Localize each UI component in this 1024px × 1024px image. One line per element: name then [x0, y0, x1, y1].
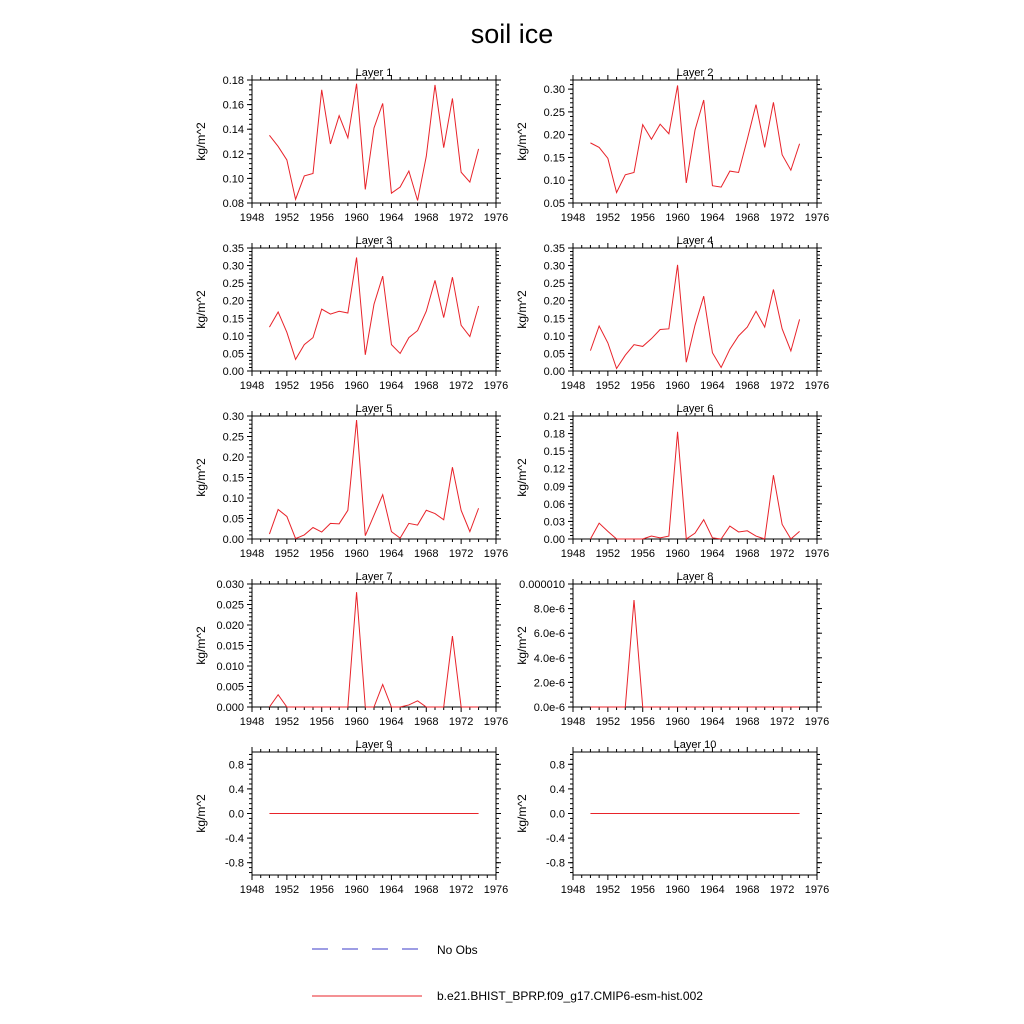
y-tick-label: 0.0: [549, 808, 565, 821]
y-tick-label: 0.000: [216, 702, 244, 714]
y-tick-label: 0.8: [549, 759, 565, 772]
x-tick-label: 1960: [665, 380, 690, 392]
y-tick-label: 0.05: [543, 198, 565, 210]
y-tick-label: 0.000010: [519, 579, 565, 591]
y-tick-label: 0.00: [222, 366, 244, 378]
x-tick-label: 1960: [344, 716, 369, 728]
series-line: [590, 265, 799, 369]
x-tick-label: 1952: [274, 380, 300, 392]
x-tick-label: 1968: [414, 716, 439, 728]
y-tick-label: 0.03: [543, 516, 565, 529]
x-tick-label: 1972: [448, 716, 474, 728]
y-tick-label: 0.20: [543, 129, 565, 142]
x-tick-label: 1948: [239, 212, 265, 224]
y-tick-label: -0.8: [546, 857, 565, 870]
series-line: [269, 257, 478, 359]
x-tick-label: 1948: [560, 212, 586, 224]
x-tick-label: 1956: [630, 716, 655, 728]
legend: [312, 943, 703, 1003]
y-axis-label: kg/m^2: [194, 794, 208, 833]
legend-label-model: b.e21.BHIST_BPRP.f09_g17.CMIP6-esm-hist.002: [437, 989, 703, 1003]
x-tick-label: 1956: [309, 212, 334, 224]
x-tick-label: 1976: [483, 716, 509, 728]
x-tick-label: 1972: [769, 212, 795, 224]
x-tick-label: 1956: [309, 380, 334, 392]
x-tick-label: 1964: [379, 380, 404, 392]
x-tick-label: 1964: [700, 212, 725, 224]
y-axis-label: kg/m^2: [194, 122, 208, 161]
series-line: [269, 84, 478, 201]
x-tick-label: 1960: [344, 212, 369, 224]
x-tick-label: 1976: [804, 716, 830, 728]
x-tick-label: 1968: [735, 380, 760, 392]
y-tick-label: 0.20: [222, 452, 244, 464]
y-tick-label: 0.025: [216, 599, 244, 612]
x-tick-label: 1964: [379, 884, 404, 896]
x-tick-label: 1972: [769, 716, 795, 728]
x-tick-label: 1964: [379, 716, 404, 728]
x-tick-label: 1976: [804, 548, 830, 560]
plot-frame: [252, 584, 496, 707]
panel-title: Layer 10: [673, 739, 717, 751]
x-tick-label: 1972: [769, 548, 795, 560]
y-tick-label: -0.4: [225, 833, 244, 846]
x-tick-label: 1960: [665, 548, 690, 560]
y-tick-label: 0.020: [216, 620, 244, 632]
panel-title: Layer 1: [355, 67, 393, 79]
x-tick-label: 1952: [274, 212, 300, 224]
panel-layer-5: [194, 403, 508, 560]
x-tick-label: 1972: [448, 212, 474, 224]
x-tick-label: 1972: [448, 884, 474, 896]
x-tick-label: 1948: [239, 380, 265, 392]
legend-label-no-obs: No Obs: [437, 943, 478, 957]
y-tick-label: 0.10: [222, 330, 244, 343]
y-tick-label: 0.30: [543, 260, 565, 273]
panel-layer-7: [194, 571, 508, 728]
y-tick-label: 0.18: [543, 428, 565, 441]
y-tick-label: 0.0: [228, 808, 244, 821]
x-tick-label: 1948: [560, 380, 586, 392]
y-tick-label: 0.09: [543, 481, 565, 494]
x-tick-label: 1968: [414, 212, 439, 224]
y-axis-label: kg/m^2: [515, 458, 529, 497]
x-tick-label: 1964: [700, 884, 725, 896]
x-tick-label: 1964: [700, 380, 725, 392]
y-axis-label: kg/m^2: [515, 290, 529, 329]
x-tick-label: 1960: [665, 884, 690, 896]
y-axis-label: kg/m^2: [515, 626, 529, 665]
x-tick-label: 1948: [239, 716, 265, 728]
x-tick-label: 1976: [483, 212, 509, 224]
x-tick-label: 1968: [735, 548, 760, 560]
y-tick-label: 0.015: [216, 640, 244, 653]
y-tick-label: 0.05: [543, 348, 565, 361]
plot-frame: [252, 80, 496, 203]
y-tick-label: 0.10: [543, 330, 565, 343]
x-tick-label: 1948: [560, 716, 586, 728]
y-tick-label: -0.4: [546, 833, 565, 846]
y-tick-label: 0.25: [543, 278, 565, 291]
y-tick-label: 0.30: [222, 411, 244, 423]
plot-frame: [252, 248, 496, 371]
x-tick-label: 1972: [448, 380, 474, 392]
x-tick-label: 1956: [630, 380, 655, 392]
x-tick-label: 1964: [700, 548, 725, 560]
y-tick-label: 0.00: [543, 534, 565, 546]
y-tick-label: 0.15: [543, 313, 565, 326]
y-tick-label: 0.20: [543, 295, 565, 308]
x-tick-label: 1952: [595, 716, 621, 728]
x-tick-label: 1976: [483, 380, 509, 392]
y-axis-label: kg/m^2: [194, 458, 208, 497]
panel-title: Layer 4: [676, 235, 714, 247]
y-tick-label: -0.8: [225, 857, 244, 870]
x-tick-label: 1952: [274, 548, 300, 560]
y-tick-label: 0.14: [222, 124, 244, 137]
y-tick-label: 0.30: [543, 84, 565, 97]
x-tick-label: 1948: [239, 884, 265, 896]
panel-layer-3: [194, 235, 508, 392]
panel-layer-4: [515, 235, 829, 392]
plot-frame: [573, 248, 817, 371]
x-tick-label: 1972: [448, 548, 474, 560]
x-tick-label: 1968: [414, 548, 439, 560]
y-tick-label: 2.0e-6: [533, 677, 565, 690]
panel-layer-1: [194, 67, 508, 224]
figure-title: soil ice: [470, 19, 554, 49]
y-tick-label: 6.0e-6: [533, 628, 565, 641]
x-tick-label: 1976: [483, 884, 509, 896]
series-line: [269, 592, 478, 707]
y-tick-label: 0.4: [549, 783, 565, 796]
y-tick-label: 0.08: [222, 198, 244, 210]
y-tick-label: 0.00: [222, 534, 244, 546]
x-tick-label: 1968: [414, 380, 439, 392]
y-tick-label: 0.06: [543, 498, 565, 511]
series-line: [269, 420, 478, 538]
y-tick-label: 0.05: [222, 513, 244, 526]
series-line: [590, 432, 799, 539]
x-tick-label: 1964: [700, 716, 725, 728]
y-axis-label: kg/m^2: [515, 794, 529, 833]
y-tick-label: 0.10: [222, 173, 244, 186]
panel-title: Layer 7: [355, 571, 393, 583]
series-line: [590, 600, 799, 707]
x-tick-label: 1964: [379, 212, 404, 224]
panel-layer-9: [194, 739, 508, 896]
panel-title: Layer 2: [676, 67, 714, 79]
x-tick-label: 1956: [630, 212, 655, 224]
y-tick-label: 0.4: [228, 783, 244, 796]
x-tick-label: 1960: [344, 548, 369, 560]
x-tick-label: 1948: [560, 884, 586, 896]
panel-title: Layer 3: [355, 235, 393, 247]
y-tick-label: 0.30: [222, 260, 244, 273]
y-tick-label: 0.15: [543, 446, 565, 459]
x-tick-label: 1976: [804, 212, 830, 224]
plot-frame: [573, 584, 817, 707]
x-tick-label: 1976: [804, 884, 830, 896]
x-tick-label: 1964: [379, 548, 404, 560]
y-tick-label: 0.21: [543, 411, 565, 423]
y-tick-label: 0.15: [222, 472, 244, 485]
y-tick-label: 8.0e-6: [533, 603, 565, 616]
x-tick-label: 1968: [735, 212, 760, 224]
x-tick-label: 1952: [595, 380, 621, 392]
x-tick-label: 1972: [769, 884, 795, 896]
x-tick-label: 1956: [630, 884, 655, 896]
panel-title: Layer 5: [355, 403, 393, 415]
x-tick-label: 1956: [309, 884, 334, 896]
panel-layer-6: [515, 403, 829, 560]
y-tick-label: 0.00: [543, 366, 565, 378]
x-tick-label: 1952: [595, 884, 621, 896]
y-tick-label: 0.15: [222, 313, 244, 326]
x-tick-label: 1976: [804, 380, 830, 392]
panel-layer-2: [515, 67, 829, 224]
y-axis-label: kg/m^2: [515, 122, 529, 161]
x-tick-label: 1948: [560, 548, 586, 560]
y-tick-label: 0.20: [222, 295, 244, 308]
y-tick-label: 0.010: [216, 661, 244, 673]
y-tick-label: 0.25: [222, 278, 244, 291]
y-tick-label: 0.10: [222, 493, 244, 505]
panel-title: Layer 6: [676, 403, 714, 415]
panel-title: Layer 8: [676, 571, 714, 583]
x-tick-label: 1968: [414, 884, 439, 896]
x-tick-label: 1952: [595, 212, 621, 224]
y-tick-label: 0.05: [222, 348, 244, 361]
y-tick-label: 0.10: [543, 175, 565, 188]
y-tick-label: 4.0e-6: [533, 652, 565, 665]
x-tick-label: 1948: [239, 548, 265, 560]
y-tick-label: 0.030: [216, 579, 244, 591]
y-tick-label: 0.15: [543, 152, 565, 165]
y-tick-label: 0.35: [222, 243, 244, 255]
panel-layer-10: [515, 739, 829, 896]
panel-title: Layer 9: [355, 739, 393, 751]
x-tick-label: 1960: [344, 884, 369, 896]
y-tick-label: 0.0e-6: [533, 702, 565, 714]
panels: [194, 67, 829, 896]
y-tick-label: 0.005: [216, 681, 244, 694]
x-tick-label: 1956: [309, 716, 334, 728]
plot-frame: [573, 416, 817, 539]
y-tick-label: 0.25: [543, 106, 565, 119]
x-tick-label: 1956: [309, 548, 334, 560]
y-tick-label: 0.16: [222, 99, 244, 112]
y-tick-label: 0.12: [543, 463, 565, 476]
x-tick-label: 1960: [665, 212, 690, 224]
x-tick-label: 1956: [630, 548, 655, 560]
y-tick-label: 0.12: [222, 148, 244, 161]
y-tick-label: 0.18: [222, 75, 244, 87]
y-tick-label: 0.8: [228, 759, 244, 772]
y-axis-label: kg/m^2: [194, 626, 208, 665]
x-tick-label: 1952: [595, 548, 621, 560]
x-tick-label: 1960: [344, 380, 369, 392]
x-tick-label: 1968: [735, 884, 760, 896]
y-axis-label: kg/m^2: [194, 290, 208, 329]
x-tick-label: 1960: [665, 716, 690, 728]
panel-layer-8: [515, 571, 829, 728]
x-tick-label: 1952: [274, 884, 300, 896]
series-line: [590, 85, 799, 192]
y-tick-label: 0.35: [543, 243, 565, 255]
x-tick-label: 1952: [274, 716, 300, 728]
y-tick-label: 0.25: [222, 431, 244, 444]
x-tick-label: 1968: [735, 716, 760, 728]
x-tick-label: 1972: [769, 380, 795, 392]
x-tick-label: 1976: [483, 548, 509, 560]
